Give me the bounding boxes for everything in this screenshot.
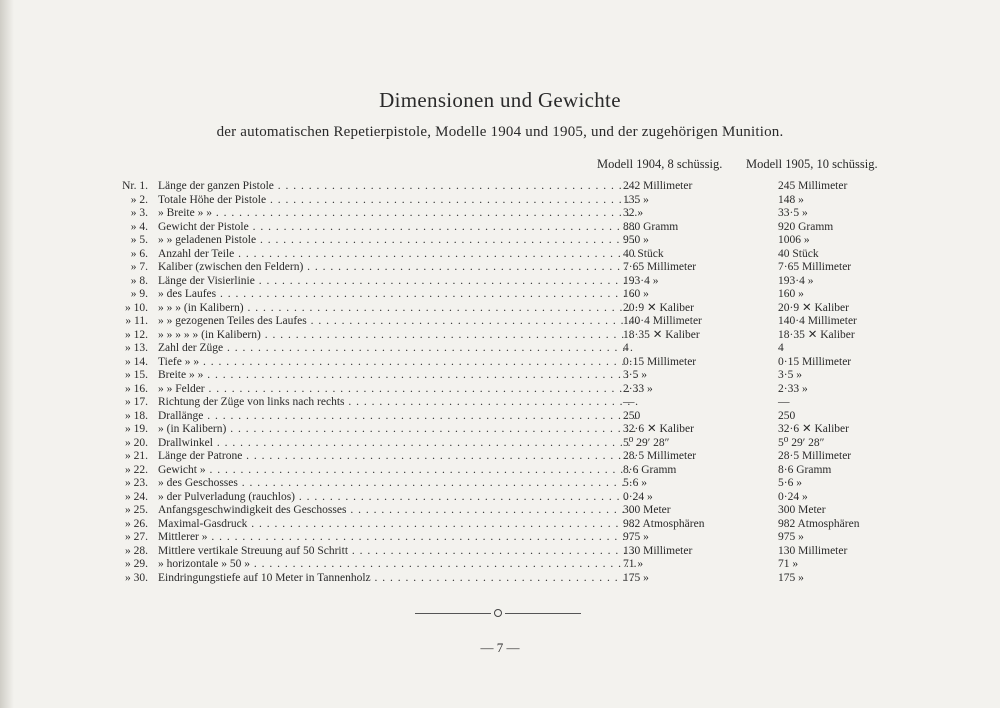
row-label: » des Laufes . . .	[158, 288, 638, 302]
table-row	[108, 207, 908, 221]
table-row	[108, 315, 908, 329]
value-1905: 4	[778, 342, 784, 354]
table-row	[108, 396, 908, 410]
row-number: Nr. 1.	[122, 180, 148, 192]
value-1905: 975 »	[778, 531, 804, 543]
value-1905: 300 Meter	[778, 504, 826, 516]
row-label: Länge der ganzen Pistole . . .	[158, 180, 638, 194]
row-number: » 20.	[125, 436, 148, 449]
table-row	[108, 342, 908, 356]
row-label: Anfangsgeschwindigkeit des Geschosses . . .	[158, 504, 638, 518]
value-1905: 140·4 Millimeter	[778, 315, 857, 327]
value-1905: 32·6 ✕ Kaliber	[778, 423, 849, 435]
table-row	[108, 248, 908, 262]
value-1904: 242 Millimeter	[623, 180, 693, 192]
divider-line-right	[505, 613, 581, 614]
value-1905: 5·6 »	[778, 477, 802, 489]
table-row	[108, 221, 908, 235]
row-number: » 24.	[125, 490, 148, 503]
value-1904: 2·33 »	[623, 382, 653, 395]
table-row	[108, 518, 908, 532]
value-1905: 250	[778, 409, 796, 422]
value-1905: 130 Millimeter	[778, 544, 848, 557]
table-row	[108, 545, 908, 559]
value-1905: 193·4 »	[778, 274, 814, 287]
value-1904: 20·9 ✕ Kaliber	[623, 301, 694, 314]
value-1904: 5⁰ 29′ 28″	[623, 436, 670, 449]
table-row	[108, 477, 908, 491]
value-1905: 28·5 Millimeter	[778, 450, 852, 462]
row-label: Eindringungstiefe auf 10 Meter in Tannenholz . . .	[158, 572, 638, 586]
row-number: » 13.	[125, 342, 148, 354]
row-label: Maximal-Gasdruck . . .	[158, 518, 638, 532]
row-label: » » Felder . . .	[158, 383, 638, 397]
row-label: Tiefe » » . . .	[158, 356, 638, 370]
row-label: » des Geschosses . . .	[158, 477, 638, 491]
row-number: » 10.	[125, 301, 148, 314]
divider-line-left	[415, 613, 491, 614]
value-1905: 7·65 Millimeter	[778, 261, 852, 273]
row-label: Mittlere vertikale Streuung auf 50 Schritt . . .	[158, 545, 638, 559]
row-number: » 27.	[125, 531, 148, 543]
row-number: » 16.	[125, 382, 148, 395]
row-label: Drallänge . . .	[158, 410, 638, 424]
value-1905: 148 »	[778, 193, 804, 206]
table-row	[108, 369, 908, 383]
table-row	[108, 356, 908, 370]
value-1904: 193·4 »	[623, 274, 659, 287]
row-number: » 5.	[130, 234, 148, 246]
row-label: Länge der Patrone . . .	[158, 450, 638, 464]
value-1905: 71 »	[778, 558, 799, 570]
value-1905: 245 Millimeter	[778, 180, 848, 192]
value-1904: 32·6 ✕ Kaliber	[623, 423, 694, 435]
value-1904: 5·6 »	[623, 477, 647, 489]
value-1905: 2·33 »	[778, 382, 808, 395]
row-label: Mittlerer » . . .	[158, 531, 638, 545]
row-label: » horizontale » 50 » . . .	[158, 558, 638, 572]
value-1904: 130 Millimeter	[623, 544, 693, 557]
page-title: Dimensionen und Gewichte	[379, 88, 621, 112]
value-1905: 1006 »	[778, 234, 810, 246]
table-row	[108, 437, 908, 451]
value-1905: 0·24 »	[778, 490, 808, 503]
row-label: » » » (in Kalibern) . . .	[158, 302, 638, 316]
row-number: » 18.	[125, 409, 148, 422]
row-number: » 23.	[125, 477, 148, 489]
value-1905: 160 »	[778, 288, 804, 300]
row-label: » » gezogenen Teiles des Laufes . . .	[158, 315, 638, 329]
page-number: — 7 —	[480, 640, 520, 655]
row-number: » 3.	[130, 207, 148, 219]
table-row	[108, 261, 908, 275]
value-1904: 4	[623, 342, 629, 354]
value-1905: 33·5 »	[778, 207, 808, 219]
row-label: Kaliber (zwischen den Feldern) . . .	[158, 261, 638, 275]
row-number: » 4.	[130, 220, 148, 233]
divider-ornament	[415, 607, 581, 619]
table-row	[108, 180, 908, 194]
row-label: Zahl der Züge . . .	[158, 342, 638, 356]
value-1904: 71 »	[623, 558, 644, 570]
row-label: » » » » » (in Kalibern) . . .	[158, 329, 638, 343]
dimensions-table	[108, 180, 908, 585]
divider-circle	[494, 609, 502, 617]
value-1904: 250	[623, 409, 641, 422]
value-1904: 175 »	[623, 571, 649, 584]
row-number: » 29.	[125, 558, 148, 570]
column-header-1905: Modell 1905, 10 schüssig.	[746, 157, 878, 171]
row-number: » 2.	[130, 193, 148, 206]
row-number: » 26.	[125, 517, 148, 530]
value-1905: 920 Gramm	[778, 220, 834, 233]
table-row	[108, 234, 908, 248]
page-subtitle: der automatischen Repetierpistole, Modelle 1904 und 1905, und der zugehörigen Munition.	[216, 124, 784, 140]
row-number: » 17.	[125, 396, 148, 408]
table-row	[108, 275, 908, 289]
table-row	[108, 194, 908, 208]
row-label: » der Pulverladung (rauchlos) . . .	[158, 491, 638, 505]
row-label: » Breite » » . . .	[158, 207, 638, 221]
row-number: » 25.	[125, 504, 148, 516]
value-1904: 7·65 Millimeter	[623, 261, 697, 273]
value-1904: 32 »	[623, 207, 644, 219]
table-row	[108, 383, 908, 397]
table-row	[108, 329, 908, 343]
table-row	[108, 491, 908, 505]
row-number: » 22.	[125, 463, 148, 476]
row-number: » 28.	[125, 544, 148, 557]
value-1904: 950 »	[623, 234, 649, 246]
row-number: » 11.	[125, 315, 148, 327]
value-1904: 28·5 Millimeter	[623, 450, 697, 462]
table-row	[108, 423, 908, 437]
row-label: Anzahl der Teile . . .	[158, 248, 638, 262]
table-row	[108, 558, 908, 572]
value-1905: 8·6 Gramm	[778, 463, 832, 476]
value-1904: 135 »	[623, 193, 649, 206]
value-1905: 0·15 Millimeter	[778, 355, 852, 368]
value-1905: 40 Stück	[778, 247, 819, 260]
value-1904: 880 Gramm	[623, 220, 679, 233]
row-label: Gewicht der Pistole . . .	[158, 221, 638, 235]
row-number: » 30.	[125, 571, 148, 584]
row-label: Drallwinkel . . .	[158, 437, 638, 451]
value-1905: 5⁰ 29′ 28″	[778, 436, 825, 449]
value-1904: 0·15 Millimeter	[623, 355, 697, 368]
row-label: » (in Kalibern) . . .	[158, 423, 638, 437]
value-1904: 300 Meter	[623, 504, 671, 516]
value-1904: 18·35 ✕ Kaliber	[623, 328, 700, 341]
table-row	[108, 531, 908, 545]
row-label: Richtung der Züge von links nach rechts . . .	[158, 396, 638, 410]
row-label: Totale Höhe der Pistole . . .	[158, 194, 638, 208]
value-1904: 975 »	[623, 531, 649, 543]
row-number: » 9.	[130, 288, 148, 300]
row-label: » » geladenen Pistole . . .	[158, 234, 638, 248]
table-row	[108, 450, 908, 464]
value-1904: 982 Atmosphären	[623, 517, 705, 530]
row-number: » 7.	[130, 261, 148, 273]
row-label: Länge der Visierlinie . . .	[158, 275, 638, 289]
value-1905: 18·35 ✕ Kaliber	[778, 328, 855, 341]
table-row	[108, 464, 908, 478]
value-1904: 8·6 Gramm	[623, 463, 677, 476]
table-row	[108, 288, 908, 302]
value-1904: 160 »	[623, 288, 649, 300]
value-1905: 20·9 ✕ Kaliber	[778, 301, 849, 314]
row-label: Gewicht » . . .	[158, 464, 638, 478]
value-1905: 175 »	[778, 571, 804, 584]
row-number: » 19.	[125, 423, 148, 435]
row-label: Breite » » . . .	[158, 369, 638, 383]
table-row	[108, 504, 908, 518]
table-row	[108, 410, 908, 424]
value-1904: 140·4 Millimeter	[623, 315, 702, 327]
table-row	[108, 572, 908, 586]
row-number: » 8.	[130, 274, 148, 287]
row-number: » 15.	[125, 369, 148, 381]
value-1904: 3·5 »	[623, 369, 647, 381]
row-number: » 12.	[125, 328, 148, 341]
column-header-1904: Modell 1904, 8 schüssig.	[597, 157, 723, 171]
row-number: » 6.	[130, 247, 148, 260]
value-1905: 3·5 »	[778, 369, 802, 381]
value-1905: 982 Atmosphären	[778, 517, 860, 530]
table-row	[108, 302, 908, 316]
row-number: » 14.	[125, 355, 148, 368]
row-number: » 21.	[125, 450, 148, 462]
value-1904: 0·24 »	[623, 490, 653, 503]
value-1905: —	[778, 396, 790, 408]
value-1904: —	[623, 396, 635, 408]
value-1904: 40 Stück	[623, 247, 664, 260]
